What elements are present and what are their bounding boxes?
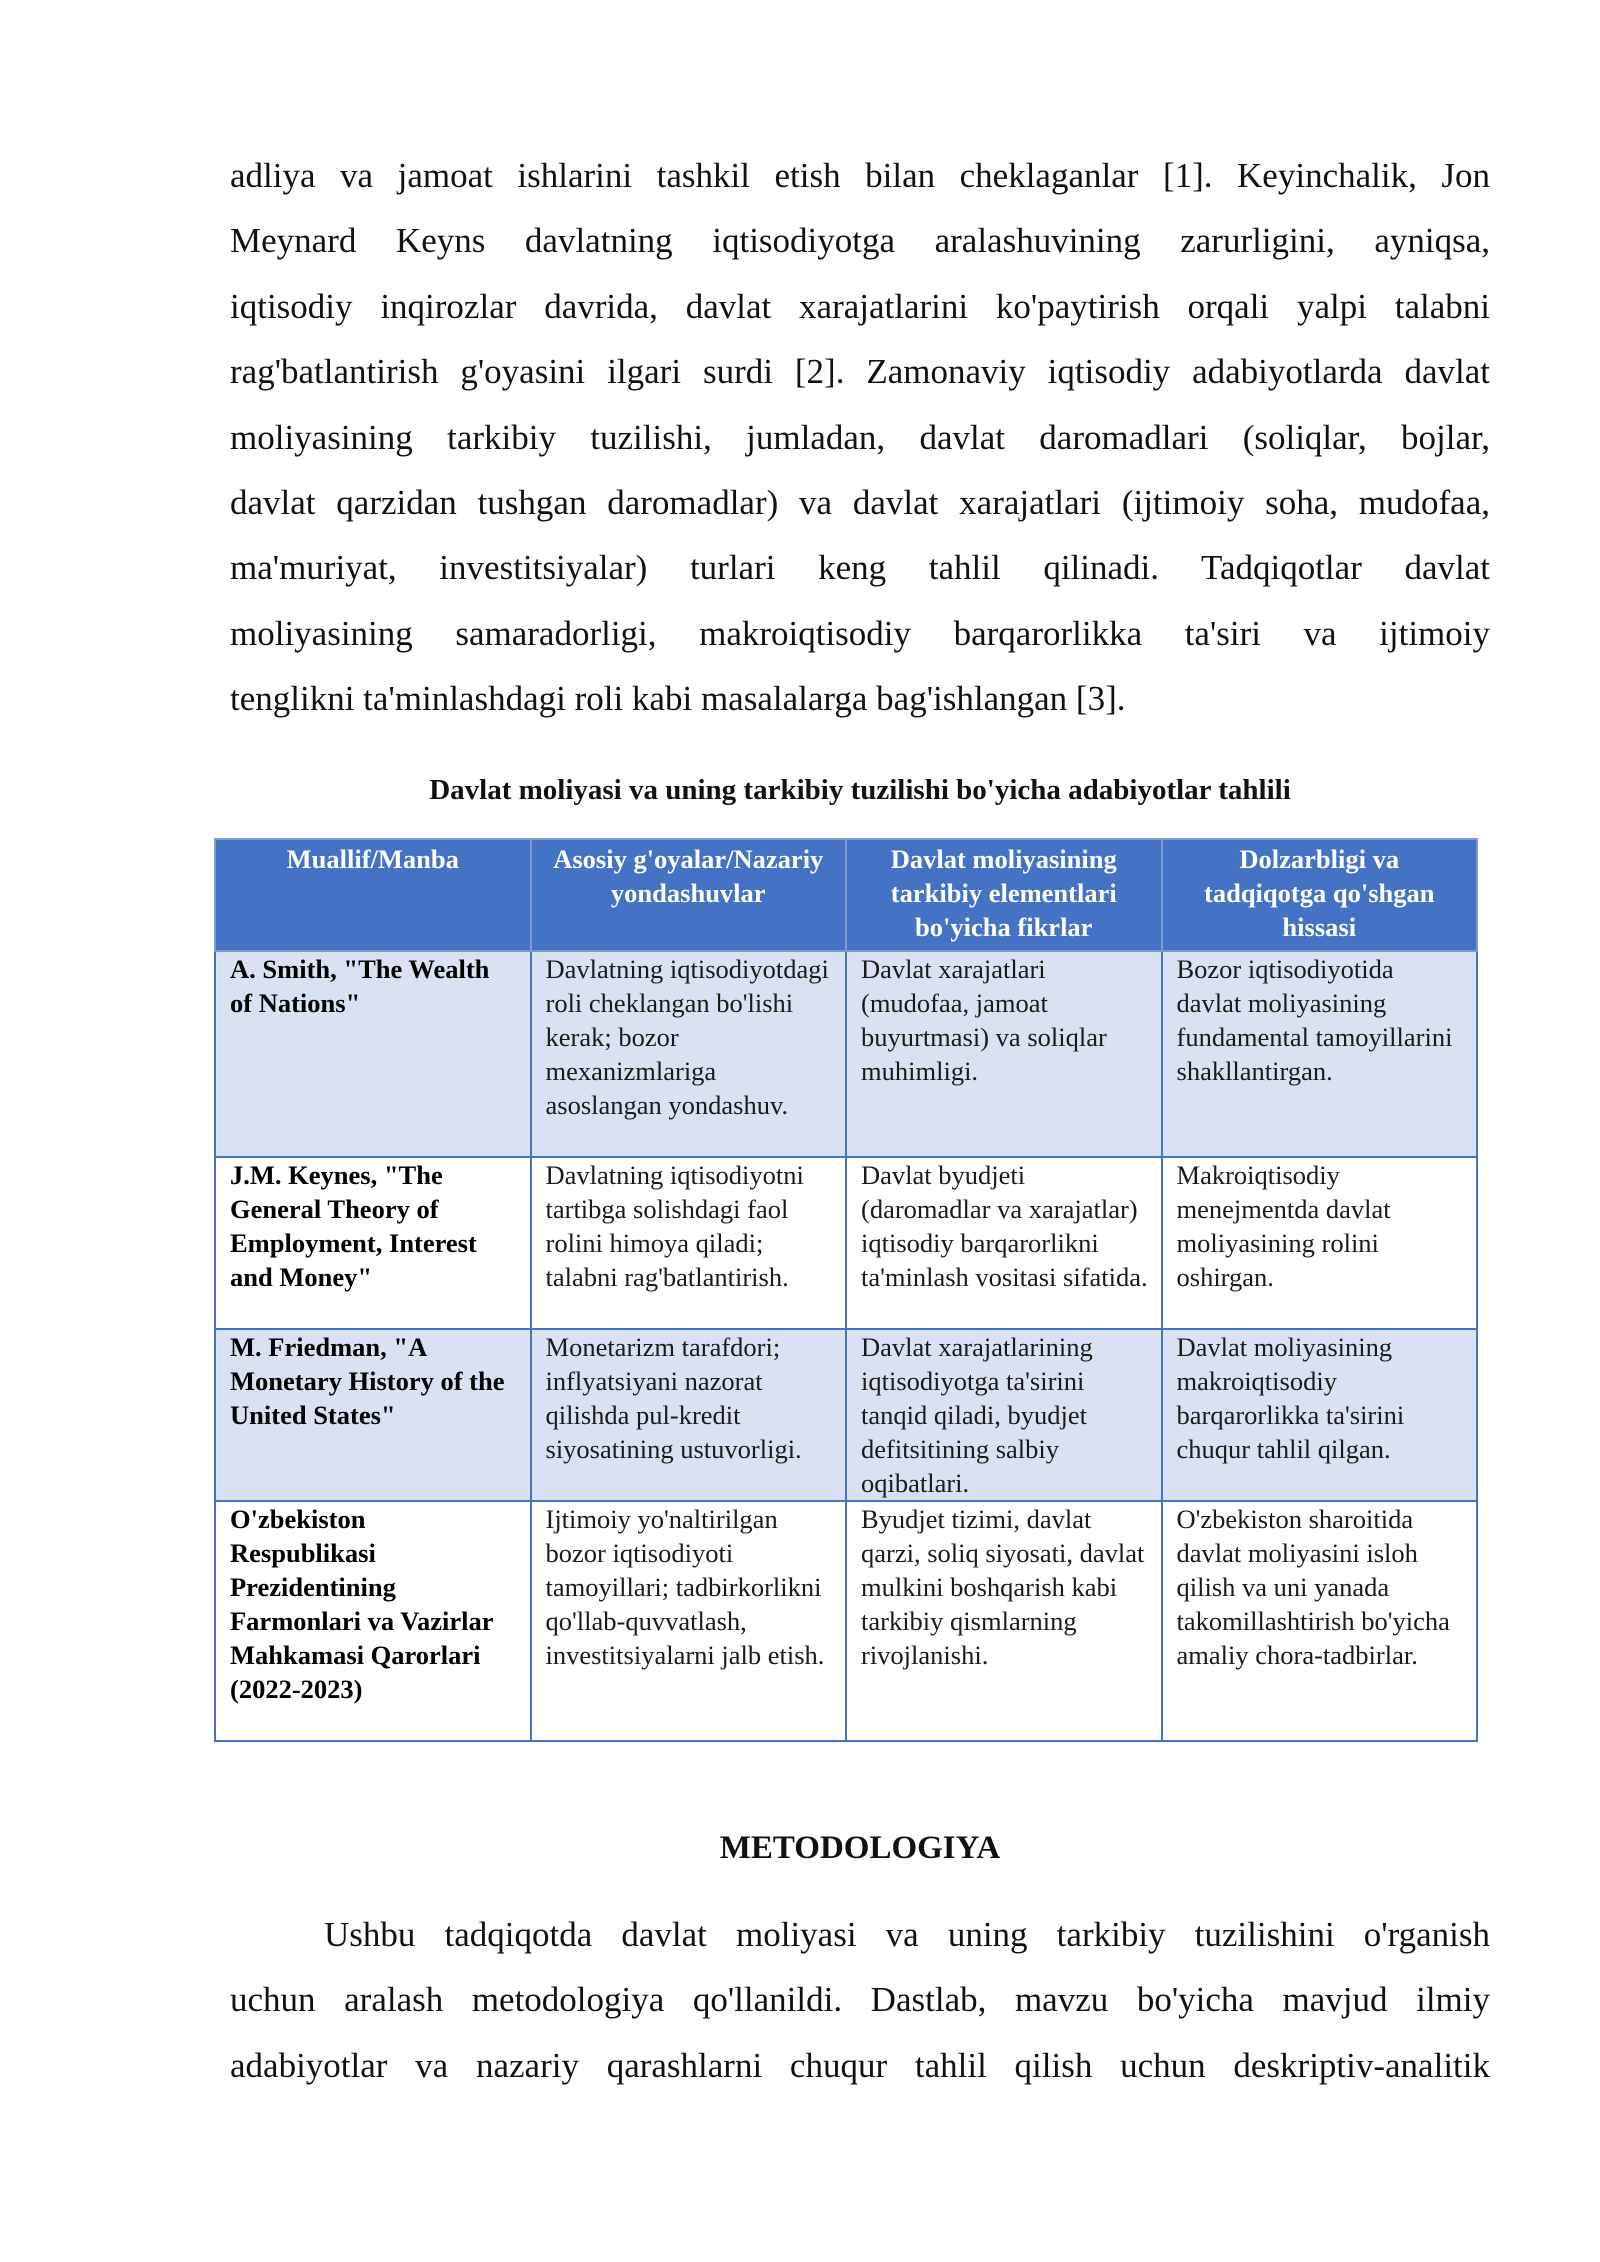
cell-relevance: Makroiqtisodiy menejmentda davlat moliyasining rolini oshirgan. xyxy=(1162,1157,1478,1329)
cell-source: O'zbekiston Respublikasi Prezidentining Farmonlari va Vazirlar Mahkamasi Qarorlari (2022-2023) xyxy=(215,1501,531,1741)
cell-source: M. Friedman, "A Monetary History of the United States" xyxy=(215,1329,531,1501)
table-row xyxy=(215,1329,1477,1501)
cell-ideas: Davlatning iqtisodiyotni tartibga solishdagi faol rolini himoya qiladi; talabni rag'batlantirish. xyxy=(531,1157,847,1329)
cell-relevance: Davlat moliyasining makroiqtisodiy barqarorlikka ta'sirini chuqur tahlil qilgan. xyxy=(1162,1329,1478,1501)
table-row xyxy=(215,951,1477,1157)
text-line: adabiyotlar va nazariy qarashlarni chuqur tahlil qilish uchun deskriptiv-analitik xyxy=(230,2045,1490,2085)
cell-relevance: O'zbekiston sharoitida davlat moliyasini isloh qilish va uni yanada takomillashtirish bo'yicha amaliy chora-tadbirlar. xyxy=(1162,1501,1478,1741)
methodology-paragraph xyxy=(230,1902,1490,2098)
text-line: moliyasining samaradorligi, makroiqtisodiy barqarorlikka ta'siri va ijtimoiy xyxy=(230,613,1490,653)
cell-ideas: Monetarizm tarafdori; inflyatsiyani nazorat qilishda pul-kredit siyosatining ustuvorligi. xyxy=(531,1329,847,1501)
intro-paragraph xyxy=(230,143,1490,732)
header-main-ideas: Asosiy g'oyalar/Nazariy yondashuvlar xyxy=(531,839,847,951)
header-structural-elements: Davlat moliyasining tarkibiy elementlari bo'yicha fikrlar xyxy=(846,839,1162,951)
text-line: rag'batlantirish g'oyasini ilgari surdi [2]. Zamonaviy iqtisodiy adabiyotlarda davlat xyxy=(230,352,1490,392)
cell-source: J.M. Keynes, "The General Theory of Employment, Interest and Money" xyxy=(215,1157,531,1329)
cell-elements: Davlat byudjeti (daromadlar va xarajatlar) iqtisodiy barqarorlikni ta'minlash vositasi sifatida. xyxy=(846,1157,1162,1329)
header-author-source: Muallif/Manba xyxy=(215,839,531,951)
table-row xyxy=(215,1501,1477,1741)
text-line: moliyasining tarkibiy tuzilishi, jumladan, davlat daromadlari (soliqlar, bojlar, xyxy=(230,417,1490,457)
text-line: tenglikni ta'minlashdagi roli kabi masalalarga bag'ishlangan [3]. xyxy=(230,679,1126,719)
text-line: uchun aralash metodologiya qo'llanildi. Dastlab, mavzu bo'yicha mavjud ilmiy xyxy=(230,1980,1490,2020)
text-line: iqtisodiy inqirozlar davrida, davlat xarajatlarini ko'paytirish orqali yalpi talabni xyxy=(230,286,1490,326)
text-line: adliya va jamoat ishlarini tashkil etish bilan cheklaganlar [1]. Keyinchalik, Jon xyxy=(230,156,1490,195)
table-row xyxy=(215,1157,1477,1329)
cell-ideas: Davlatning iqtisodiyotdagi roli cheklangan bo'lishi kerak; bozor mexanizmlariga asoslangan yondashuv. xyxy=(531,951,847,1157)
header-relevance: Dolzarbligi va tadqiqotga qo'shgan hissasi xyxy=(1162,839,1478,951)
table-header-row xyxy=(215,839,1477,951)
text-line: Meynard Keyns davlatning iqtisodiyotga aralashuvining zarurligini, ayniqsa, xyxy=(230,221,1490,261)
text-line: ma'muriyat, investitsiyalar) turlari keng tahlil qilinadi. Tadqiqotlar davlat xyxy=(230,548,1490,588)
cell-source: A. Smith, "The Wealth of Nations" xyxy=(215,951,531,1157)
text-line: davlat qarzidan tushgan daromadlar) va davlat xarajatlari (ijtimoiy soha, mudofaa, xyxy=(230,483,1490,523)
table-caption: Davlat moliyasi va uning tarkibiy tuzilishi bo'yicha adabiyotlar tahlili xyxy=(429,774,1291,806)
text-line: Ushbu tadqiqotda davlat moliyasi va uning tarkibiy tuzilishini o'rganish xyxy=(324,1915,1490,1954)
cell-relevance: Bozor iqtisodiyotida davlat moliyasining fundamental tamoyillarini shakllantirgan. xyxy=(1162,951,1478,1157)
cell-elements: Davlat xarajatlarining iqtisodiyotga ta'sirini tanqid qiladi, byudjet defitsitining salbiy oqibatlari. xyxy=(846,1329,1162,1501)
literature-table xyxy=(214,838,1478,1742)
cell-ideas: Ijtimoiy yo'naltirilgan bozor iqtisodiyoti tamoyillari; tadbirkorlikni qo'llab-quvvatlash, investitsiyalarni jalb etish. xyxy=(531,1501,847,1741)
cell-elements: Davlat xarajatlari (mudofaa, jamoat buyurtmasi) va soliqlar muhimligi. xyxy=(846,951,1162,1157)
section-heading: METODOLOGIYA xyxy=(719,1830,1001,1866)
cell-elements: Byudjet tizimi, davlat qarzi, soliq siyosati, davlat mulkini boshqarish kabi tarkibiy qismlarning rivojlanishi. xyxy=(846,1501,1162,1741)
